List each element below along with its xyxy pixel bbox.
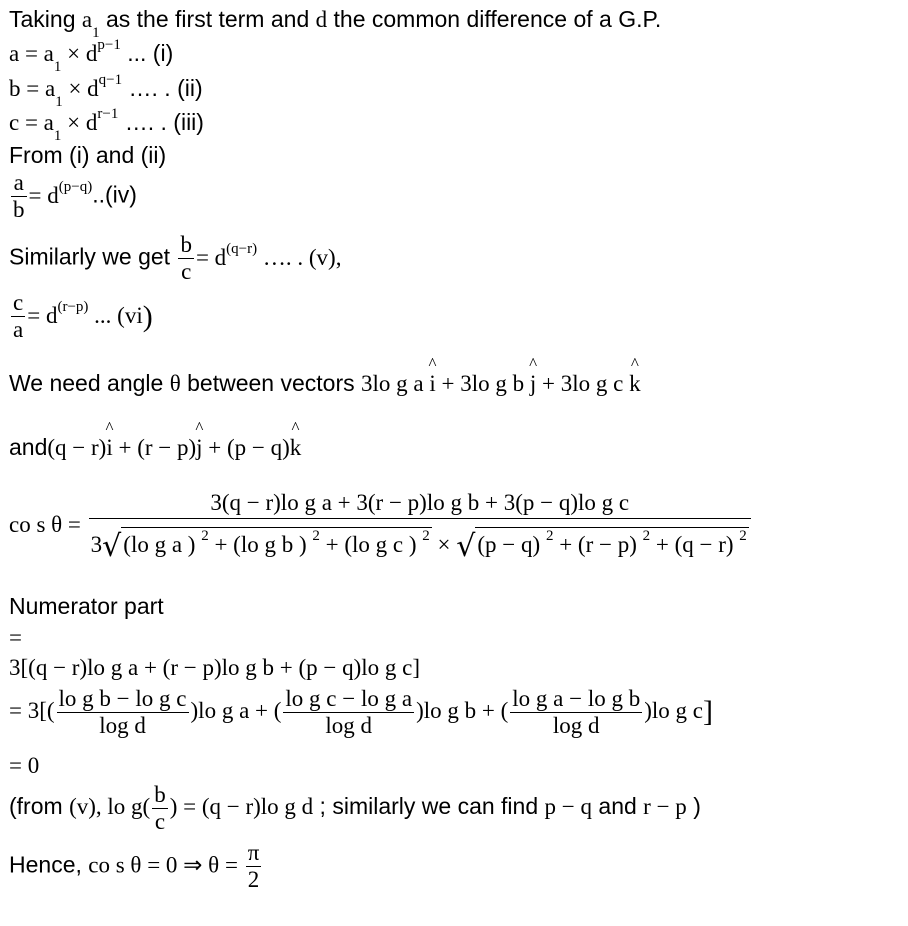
line-vector-1: We need angle θ between vectors 3lo g a ^ i + 3lo g b ^ j + 3lo g c ^ k xyxy=(9,369,641,398)
fraction-3: $\frac{\text{lo g a − lo g b}}{\text{log d}}$ xyxy=(512,686,641,738)
equation-cos-theta: co s θ = 3(q − r)lo g a + 3(r − p)lo g b + 3(p − q)lo g c 3√(lo g a ) $^2$ + (lo g b ) $^2$ + (lo g c ) $^2$ × √(p − q) $^2$ + (r − p) $^2$ + (q − r) $^2$ xyxy=(9,490,753,560)
fraction-2: $\frac{\text{lo g c − lo g a}}{\text{log d}}$ xyxy=(285,686,413,738)
symbol-a: $a_1$ xyxy=(81,7,100,41)
line-intro: Taking $a_1$ as the first term and d the common difference of a G.P. xyxy=(9,6,662,41)
fraction-a-b: $\frac{a}{b}$ xyxy=(13,170,25,222)
equation-iv: $\frac{a}{b}$ = $d^{(p-q)}..(iv)$ xyxy=(13,170,137,222)
unit-vector-j: ^ j xyxy=(196,434,202,462)
unit-vector-j: ^ j xyxy=(530,370,536,398)
equation-iii: $c = a_1 \times d^{r-1}$ …. . (iii) xyxy=(9,106,204,144)
fraction-b-c: $\frac{b}{c}$ xyxy=(180,232,192,284)
line-from-i-ii: From (i) and (ii) xyxy=(9,142,167,168)
unit-vector-i: ^ i xyxy=(106,434,112,462)
fraction-1: $\frac{\text{lo g b − lo g c}}{\text{log d}}$ xyxy=(58,686,187,738)
line-numerator-expression: 3[(q − r)lo g a + (r − p)lo g b + (p − q)lo g c] xyxy=(9,655,421,680)
fraction-pi-2: $\frac{\pi}{2}$ xyxy=(247,840,260,892)
line-from-v: (from (v), lo g( $\frac{b}{c}$ ) = (q − r)lo g d ; similarly we can find p − q and r − p ) xyxy=(9,782,701,834)
line-numerator-part: Numerator part xyxy=(9,593,164,619)
unit-vector-i: ^ i xyxy=(429,370,435,398)
unit-vector-k: ^ k xyxy=(629,370,641,398)
line-conclusion: Hence, co s θ = 0 ⇒ θ = $\frac{\pi}{2}$ xyxy=(9,840,260,892)
fraction-c-a: $\frac{c}{a}$ xyxy=(13,290,24,342)
line-equals-zero: = 0 xyxy=(9,753,40,778)
cos-theta-fraction: 3(q − r)lo g a + 3(r − p)lo g b + 3(p − q)lo g c 3√(lo g a ) $^2$ + (lo g b ) $^2$ + (lo g c ) $^2$ × √(p − q) $^2$ + (r − p) $^2$ + (q − r) $^2$ xyxy=(89,490,751,560)
unit-vector-k: ^ k xyxy=(290,434,302,462)
equation-ii: $b = a_1 \times d^{q-1}$ …. . (ii) xyxy=(9,72,203,110)
equation-v: Similarly we get $\frac{b}{c}$ = $d^{(q-r)}$ …. . (v), xyxy=(9,232,342,284)
fraction-b-c: $\frac{b}{c}$ xyxy=(154,782,166,834)
line-equals: = xyxy=(9,625,22,650)
equation-vi: $\frac{c}{a}$ = $d^{(r-p)}$ ... (vi) xyxy=(13,290,153,342)
line-vector-2: and(q − r)^ i + (r − p)^ j + (p − q)^ k xyxy=(9,433,301,462)
line-numerator-expanded: = 3[( $\frac{\text{lo g b − lo g c}}{\text{log d}}$ )lo g a + ( $\frac{\text{lo g c − lo g a}}{\text{log d}}$ )lo g b + ( $\frac{\text{lo g a − lo g b}}{\text{log d}}$ )lo g c] xyxy=(9,686,713,738)
equation-i: $a = a_1 \times d^{p-1}$ ... (i) xyxy=(9,37,174,75)
